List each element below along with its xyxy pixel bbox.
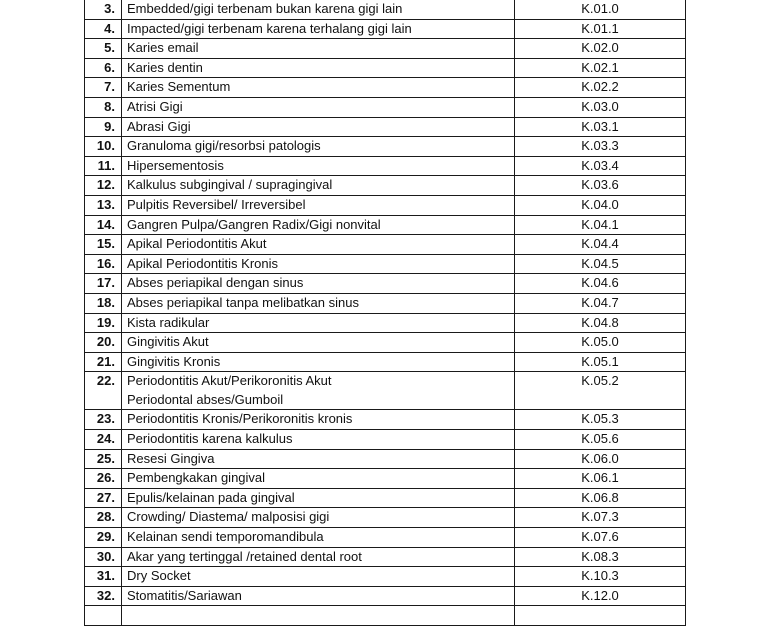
row-number: 13. <box>85 195 122 215</box>
table-row <box>85 333 686 353</box>
diagnosis-name: Pembengkakan gingival <box>122 469 515 489</box>
icd-code: K.07.6 <box>515 528 686 548</box>
icd-code: K.06.1 <box>515 469 686 489</box>
diagnosis-name: Kelainan sendi temporomandibula <box>122 528 515 548</box>
row-number: 32. <box>85 586 122 606</box>
diagnosis-name: Akar yang tertinggal /retained dental root <box>122 547 515 567</box>
diagnosis-name-line: Periodontitis Akut/Perikoronitis Akut <box>127 373 332 389</box>
diagnosis-name: Apikal Periodontitis Akut <box>122 235 515 255</box>
diagnosis-name: Periodontitis Kronis/Perikoronitis kronis <box>122 410 515 430</box>
diagnosis-name: Abses periapikal tanpa melibatkan sinus <box>122 293 515 313</box>
icd-code: K.04.5 <box>515 254 686 274</box>
row-number: 5. <box>85 39 122 59</box>
icd-code: K.06.0 <box>515 449 686 469</box>
row-number: 8. <box>85 97 122 117</box>
table-row <box>85 449 686 469</box>
table-row <box>85 78 686 98</box>
diagnosis-name: Periodontitis karena kalkulus <box>122 430 515 450</box>
icd-code: K.04.1 <box>515 215 686 235</box>
icd-code: K.05.6 <box>515 430 686 450</box>
empty-cell <box>515 606 686 626</box>
table-row <box>85 58 686 78</box>
row-number: 28. <box>85 508 122 528</box>
diagnosis-name: Kalkulus subgingival / supragingival <box>122 176 515 196</box>
icd-code: K.02.2 <box>515 78 686 98</box>
table-row <box>85 156 686 176</box>
row-number: 27. <box>85 488 122 508</box>
table-row <box>85 528 686 548</box>
empty-table-row <box>85 606 686 626</box>
icd-code: K.10.3 <box>515 567 686 587</box>
table-row <box>85 372 686 410</box>
icd-code: K.01.0 <box>515 0 686 19</box>
row-number: 6. <box>85 58 122 78</box>
table-row <box>85 254 686 274</box>
row-number: 12. <box>85 176 122 196</box>
table-row <box>85 176 686 196</box>
table-row <box>85 313 686 333</box>
row-number: 23. <box>85 410 122 430</box>
row-number: 11. <box>85 156 122 176</box>
diagnosis-name: Impacted/gigi terbenam karena terhalang gigi lain <box>122 19 515 39</box>
diagnosis-name: Kista radikular <box>122 313 515 333</box>
table-row <box>85 586 686 606</box>
table-row <box>85 469 686 489</box>
diagnosis-name <box>122 372 515 410</box>
icd-code: K.03.3 <box>515 137 686 157</box>
row-number: 4. <box>85 19 122 39</box>
diagnosis-name: Pulpitis Reversibel/ Irreversibel <box>122 195 515 215</box>
table-row <box>85 137 686 157</box>
table-row <box>85 508 686 528</box>
icd-code: K.05.2 <box>515 372 686 410</box>
row-number: 3. <box>85 0 122 19</box>
table-row <box>85 19 686 39</box>
row-number: 19. <box>85 313 122 333</box>
table-row <box>85 274 686 294</box>
diagnosis-name-line: Periodontal abses/Gumboil <box>127 391 284 407</box>
icd-code: K.04.8 <box>515 313 686 333</box>
table-row <box>85 235 686 255</box>
icd-code: K.04.6 <box>515 274 686 294</box>
icd-code: K.03.6 <box>515 176 686 196</box>
icd-code: K.08.3 <box>515 547 686 567</box>
diagnosis-code-table <box>84 0 686 626</box>
table-row <box>85 430 686 450</box>
table-row <box>85 215 686 235</box>
diagnosis-name: Crowding/ Diastema/ malposisi gigi <box>122 508 515 528</box>
diagnosis-name: Abrasi Gigi <box>122 117 515 137</box>
diagnosis-name: Gangren Pulpa/Gangren Radix/Gigi nonvital <box>122 215 515 235</box>
diagnosis-table-container <box>84 0 685 626</box>
diagnosis-name: Karies email <box>122 39 515 59</box>
icd-code: K.04.0 <box>515 195 686 215</box>
row-number: 16. <box>85 254 122 274</box>
table-row <box>85 117 686 137</box>
diagnosis-name: Karies dentin <box>122 58 515 78</box>
icd-code: K.06.8 <box>515 488 686 508</box>
empty-cell <box>85 606 122 626</box>
row-number: 25. <box>85 449 122 469</box>
diagnosis-name: Dry Socket <box>122 567 515 587</box>
icd-code: K.01.1 <box>515 19 686 39</box>
row-number: 9. <box>85 117 122 137</box>
row-number: 30. <box>85 547 122 567</box>
empty-cell <box>122 606 515 626</box>
table-row <box>85 410 686 430</box>
table-row <box>85 39 686 59</box>
diagnosis-name: Embedded/gigi terbenam bukan karena gigi lain <box>122 0 515 19</box>
diagnosis-name: Hipersementosis <box>122 156 515 176</box>
icd-code: K.02.1 <box>515 58 686 78</box>
row-number: 20. <box>85 333 122 353</box>
icd-code: K.03.4 <box>515 156 686 176</box>
row-number: 14. <box>85 215 122 235</box>
table-row <box>85 547 686 567</box>
diagnosis-name: Gingivitis Kronis <box>122 352 515 372</box>
icd-code: K.05.3 <box>515 410 686 430</box>
diagnosis-name: Granuloma gigi/resorbsi patologis <box>122 137 515 157</box>
diagnosis-name: Gingivitis Akut <box>122 333 515 353</box>
icd-code: K.02.0 <box>515 39 686 59</box>
diagnosis-name: Resesi Gingiva <box>122 449 515 469</box>
row-number: 10. <box>85 137 122 157</box>
diagnosis-name: Karies Sementum <box>122 78 515 98</box>
diagnosis-name: Stomatitis/Sariawan <box>122 586 515 606</box>
diagnosis-name: Apikal Periodontitis Kronis <box>122 254 515 274</box>
icd-code: K.05.1 <box>515 352 686 372</box>
diagnosis-name: Abses periapikal dengan sinus <box>122 274 515 294</box>
icd-code: K.05.0 <box>515 333 686 353</box>
row-number: 31. <box>85 567 122 587</box>
table-row <box>85 195 686 215</box>
table-row <box>85 0 686 19</box>
row-number: 21. <box>85 352 122 372</box>
icd-code: K.03.1 <box>515 117 686 137</box>
row-number: 15. <box>85 235 122 255</box>
row-number: 29. <box>85 528 122 548</box>
table-row <box>85 352 686 372</box>
row-number: 7. <box>85 78 122 98</box>
table-row <box>85 488 686 508</box>
row-number: 22. <box>85 372 122 410</box>
row-number: 24. <box>85 430 122 450</box>
icd-code: K.04.7 <box>515 293 686 313</box>
icd-code: K.07.3 <box>515 508 686 528</box>
row-number: 18. <box>85 293 122 313</box>
table-row <box>85 567 686 587</box>
row-number: 26. <box>85 469 122 489</box>
icd-code: K.12.0 <box>515 586 686 606</box>
row-number: 17. <box>85 274 122 294</box>
table-body <box>85 0 686 626</box>
icd-code: K.04.4 <box>515 235 686 255</box>
diagnosis-name: Epulis/kelainan pada gingival <box>122 488 515 508</box>
icd-code: K.03.0 <box>515 97 686 117</box>
table-row <box>85 97 686 117</box>
diagnosis-name: Atrisi Gigi <box>122 97 515 117</box>
table-row <box>85 293 686 313</box>
